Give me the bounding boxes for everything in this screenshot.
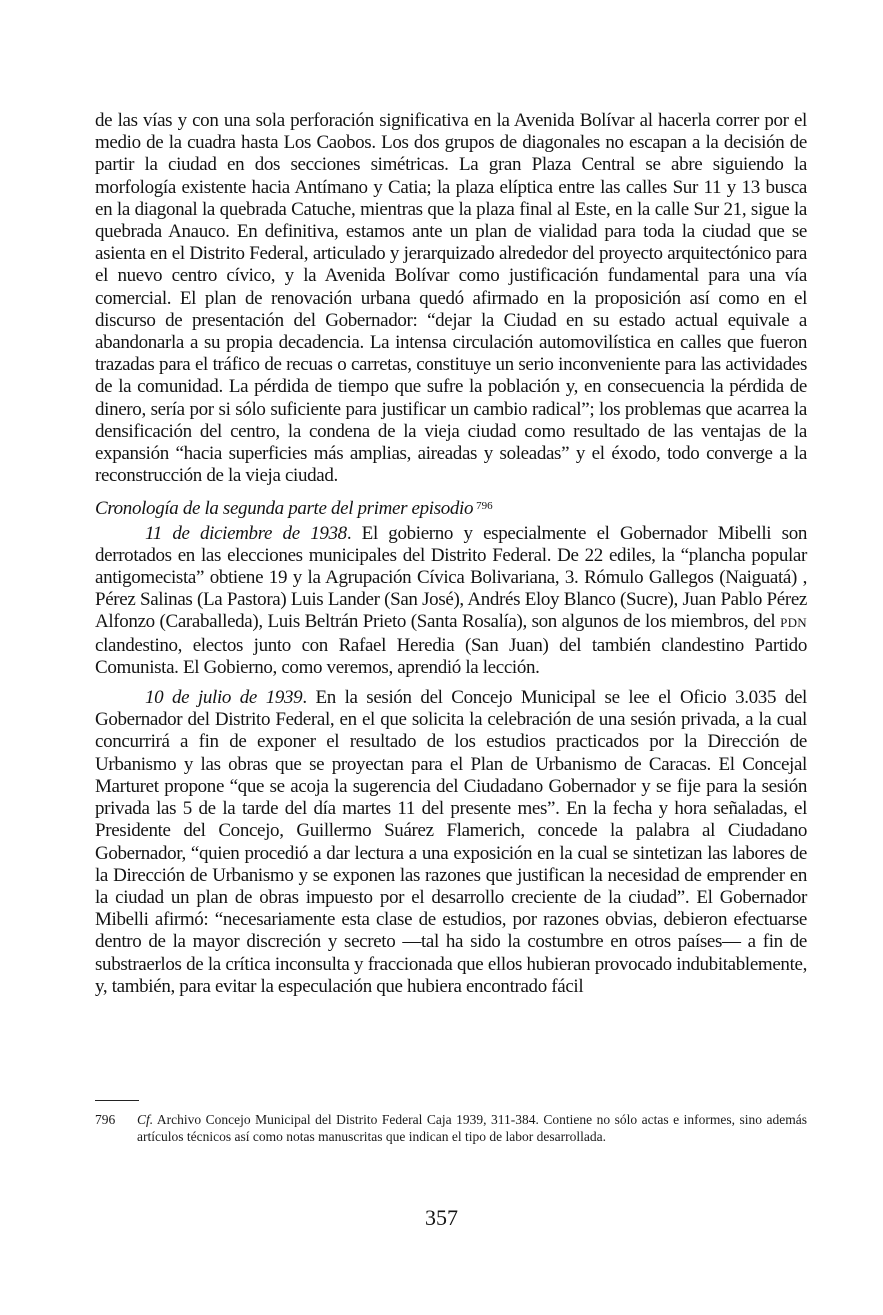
entry-text-continued: clandestino, electos junto con Rafael Heredia (San Juan) del también clandestino Partido Comunista. El Gobierno, como veremos, aprendió la lección. bbox=[95, 634, 807, 678]
footnote-reference: 796 bbox=[476, 500, 493, 513]
page-number: 357 bbox=[425, 1205, 458, 1230]
chronology-entry-1939 bbox=[95, 687, 807, 998]
footnote-text bbox=[137, 1111, 807, 1145]
entry-date: 11 de diciembre de 1938 bbox=[145, 522, 347, 544]
section-heading bbox=[95, 495, 807, 520]
entry-date: 10 de julio de 1939 bbox=[145, 687, 303, 709]
entry-text: . El gobierno y especialmente el Gobernador Mibelli son derrotados en las elecciones municipales del Distrito Federal. De 22 ediles, la “plancha popular antigomecista” obtiene 19 y la Agrupación Cívica Bolivariana, 3. Rómulo Gallegos (Naiguatá) , Pérez Salinas (La Pastora) Luis Lander (San José), Andrés Eloy Blanco (Sucre), Juan Pablo Pérez Alfonzo (Caraballeda), Luis Beltrán Prieto (Santa Rosalía), son algunos de los miembros, del bbox=[95, 522, 807, 633]
pdn-abbreviation: PDN bbox=[780, 615, 807, 631]
page-body bbox=[95, 110, 807, 998]
footnote-divider bbox=[95, 1100, 139, 1101]
section-heading-text: Cronología de la segunda parte del primer episodio bbox=[95, 498, 474, 520]
entry-text: . En la sesión del Concejo Municipal se lee el Oficio 3.035 del Gobernador del Distrito Federal, en el que solicita la celebración de una sesión privada, a la cual concurrirá a fin de exponer el resultado de los estudios practicados por la Dirección de Urbanismo y las obras que se proyectan para el Plan de Urbanismo de Caracas. El Concejal Marturet propone “que se acoja la sugerencia del Ciudadano Gobernador y se fije para la sesión privada las 5 de la tarde del día martes 11 del presente mes”. En la fecha y hora señaladas, el Presidente del Concejo, Guillermo Suárez Flamerich, concede la palabra al Ciudadano Gobernador, “quien procedió a dar lectura a una exposición en la cual se sintetizan las labores de la Dirección de Urbanismo y se exponen las razones que justifican la necesidad de emprender en la ciudad un plan de obras impuesto por el desarrollo creciente de la ciudad”. El Gobernador Mibelli afirmó: “necesariamente esta clase de estudios, por razones obvias, debieron efectuarse dentro de la mayor discreción y secreto —tal ha sido la costumbre en otros países— a fin de substraerlos de la crítica inconsulta y fraccionada que ellos hubieran provocado indubitablemente, y, también, para evitar la especulación que hubiera encontrado fácil bbox=[95, 687, 807, 997]
footnote bbox=[95, 1111, 807, 1145]
footnote-body: Archivo Concejo Municipal del Distrito Federal Caja 1939, 311-384. Contiene no sólo actas e informes, sino además artículos técnicos así como notas manuscritas que indican el tipo de labor desarrollada. bbox=[137, 1112, 807, 1144]
footnote-number: 796 bbox=[95, 1112, 116, 1127]
footnote-cf: Cf. bbox=[137, 1112, 154, 1127]
chronology-entry-1938 bbox=[95, 523, 807, 679]
body-paragraph: de las vías y con una sola perforación significativa en la Avenida Bolívar al hacerla correr por el medio de la cuadra hasta Los Caobos. Los dos grupos de diagonales no escapan a la decisión de partir la ciudad en dos secciones simétricas. La gran Plaza Central se abre siguiendo la morfología existente hacia Antímano y Catia; la plaza elíptica entre las calles Sur 11 y 13 busca en la diagonal la quebrada Catuche, mientras que la plaza final al Este, en la calle Sur 21, sigue la quebrada Anauco. En definitiva, estamos ante un plan de vialidad para toda la ciudad que se asienta en el Distrito Federal, articulado y jerarquizado alrededor del proyecto arquitectónico para el nuevo centro cívico, y la Avenida Bolívar como justificación fundamental para una vía comercial. El plan de renovación urbana quedó afirmado en la proposición así como en el discurso de presentación del Gobernador: “dejar la Ciudad en su estado actual equivale a abandonarla a su propia decadencia. La intensa circulación automovilística en calles que fueron trazadas para el tráfico de recuas o carretas, constituye un serio inconveniente para las actividades de la comunidad. La pérdida de tiempo que sufre la población y, en consecuencia la pérdida de dinero, sería por si sólo suficiente para justificar un cambio radical”; los problemas que acarrea la densificación del centro, la condena de la vieja ciudad como resultado de las ventajas de la expansión “hacia superficies más amplias, aireadas y soleadas” y el éxodo, todo converge a la reconstrucción de la vieja ciudad. bbox=[95, 110, 807, 487]
